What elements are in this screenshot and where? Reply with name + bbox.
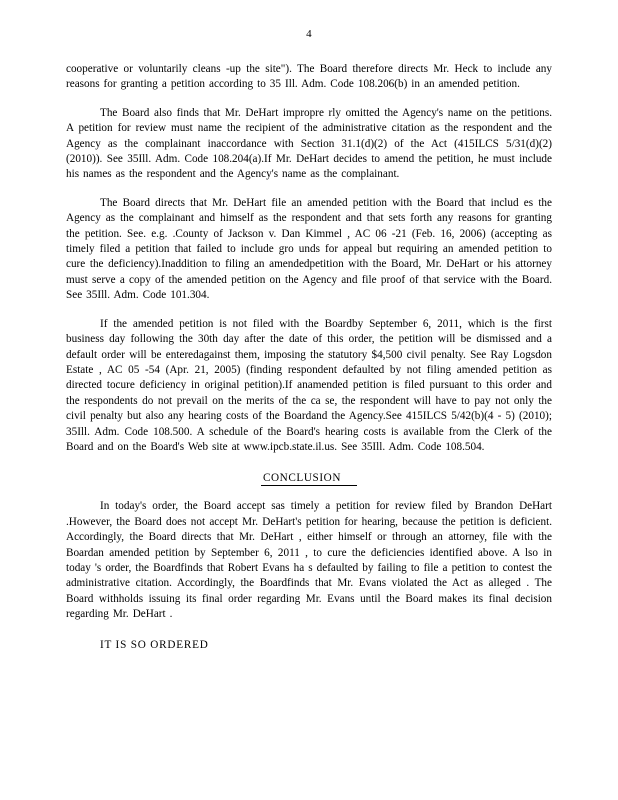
conclusion-heading-wrap xyxy=(66,468,552,486)
page-number: 4 xyxy=(306,28,312,40)
paragraph-4: If the amended petition is not filed with the Boardby September 6, 2011, which is the first business day following the 30th day after the date of this order, the petition will be dismissed and a default order will be enteredagainst them, imposing the statutory $4,500 civil penalty. See Ray Logsdon Estate , AC 05 -54 (Apr. 21, 2005) (finding respondent defaulted by not filing amended petition as directed tocure deficiency in original petition).If anamended petition is filed pursuant to this order and the respondents do not prevail on the merits of the ca se, the respondent will have to pay not only the civil penalty but also any hearing costs of the Boardand the Agency.See 415ILCS 5/42(b)(4 - 5) (2010); 35Ill. Adm. Code 108.500. A schedule of the Board's hearing costs is available from the Clerk of the Board and on the Board's Web site at www.ipcb.state.il.us. See 35Ill. Adm. Code 108.504. xyxy=(66,317,552,453)
document-body xyxy=(66,62,552,651)
paragraph-3: The Board directs that Mr. DeHart file an amended petition with the Board that includ es the Agency as the complainant and himself as the respondent and that sets forth any reasons for granting the petition. See. e.g. .County of Jackson v. Dan Kimmel , AC 06 -21 (Feb. 16, 2006) (accepting as timely filed a petition that failed to include gro unds for appeal but requiring an amended petition to cure the deficiency).Inaddition to filing an amendedpetition with the Board, Mr. DeHart or his attorney must serve a copy of the amended petition on the Agency and file proof of that service with the Board. See 35Ill. Adm. Code 101.304. xyxy=(66,196,552,302)
conclusion-heading: CONCLUSION xyxy=(261,472,357,486)
paragraph-2: The Board also finds that Mr. DeHart impropre rly omitted the Agency's name on the petitions. A petition for review must name the recipient of the administrative citation as the respondent and the Agency as the complainant inaccordance with Section 31.1(d)(2) of the Act (415ILCS 5/31(d)(2) (2010)). See 35Ill. Adm. Code 108.204(a).If Mr. DeHart decides to amend the petition, he must include his names as the respondent and the Agency's name as the complainant. xyxy=(66,106,552,181)
paragraph-conclusion: In today's order, the Board accept sas timely a petition for review filed by Brandon DeHart .However, the Board does not accept Mr. DeHart's petition for hearing, because the petition is deficient. Accordingly, the Board directs that Mr. DeHart , either himself or through an attorney, file with the Boardan amended petition by September 6, 2011 , to cure the deficiencies identified above. A lso in today 's order, the Boardfinds that Robert Evans ha s defaulted by failing to file a petition to contest the administrative citation. Accordingly, the Boardfinds that Mr. Evans violated the Act as alleged . The Board withholds issuing its final order regarding Mr. Evans until the Board makes its final decision regarding Mr. DeHart . xyxy=(66,500,552,621)
paragraph-1: cooperative or voluntarily cleans -up the site"). The Board therefore directs Mr. Heck to include any reasons for granting a petition according to 35 Ill. Adm. Code 108.206(b) in an amended petition. xyxy=(66,63,552,91)
it-is-so-ordered: IT IS SO ORDERED xyxy=(100,638,209,651)
